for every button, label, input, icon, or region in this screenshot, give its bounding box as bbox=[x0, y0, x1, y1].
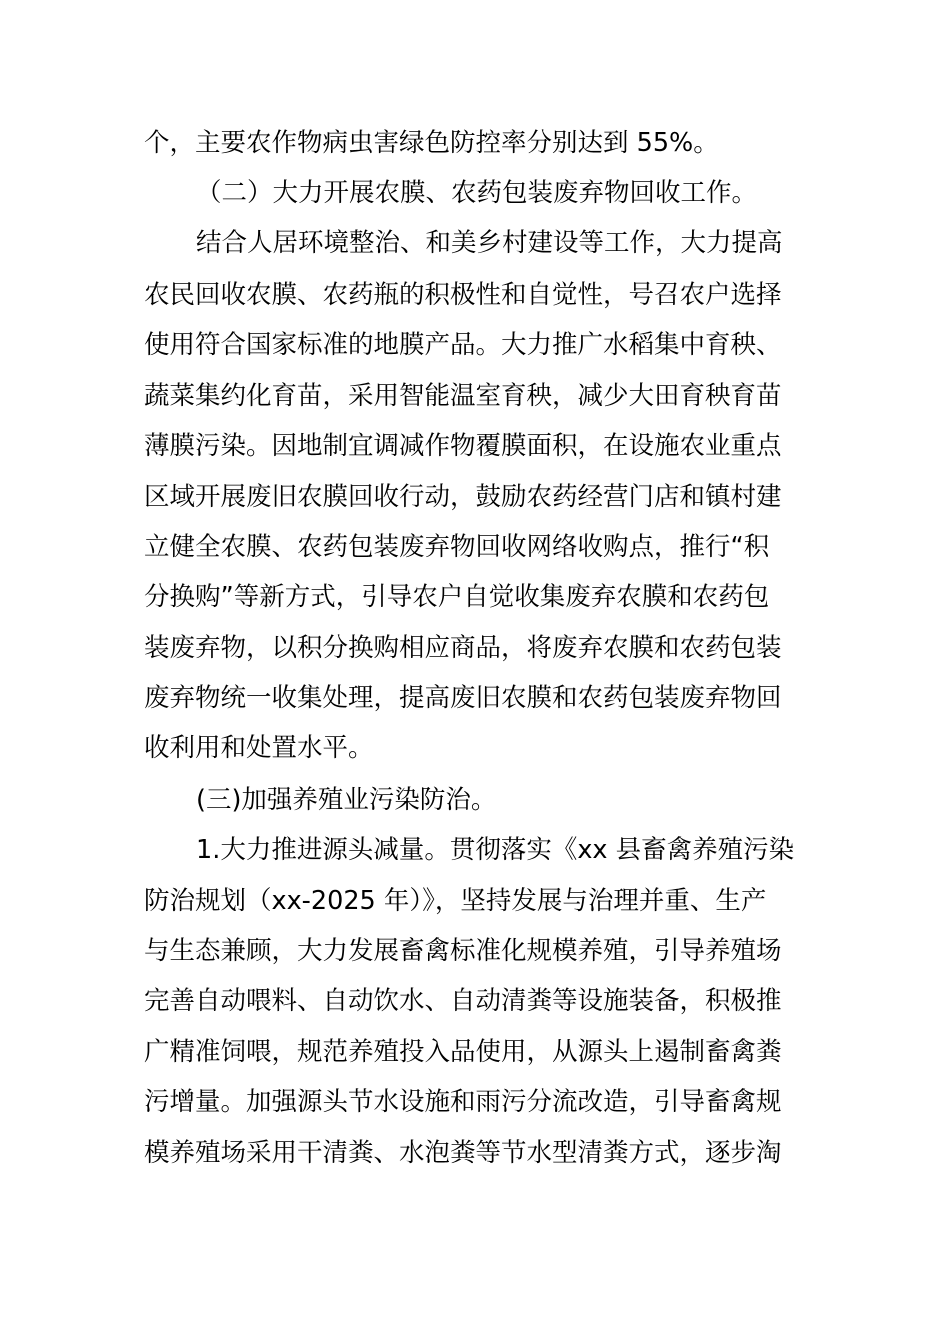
paragraph-first-line: 1.大力推进源头减量。贯彻落实《xx 县畜禽养殖污染 bbox=[196, 835, 795, 865]
section-heading: （二）大力开展农膜、农药包装废弃物回收工作。 bbox=[196, 178, 758, 208]
text-line: 广精准饲喂，规范养殖投入品使用，从源头上遏制畜禽粪 bbox=[144, 1037, 782, 1067]
text-line: 防治规划（xx-2025 年）》，坚持发展与治理并重、生产 bbox=[144, 886, 767, 916]
text-line: 模养殖场采用干清粪、水泡粪等节水型清粪方式，逐步淘 bbox=[144, 1138, 782, 1168]
text-line: 与生态兼顾，大力发展畜禽标准化规模养殖，引导养殖场 bbox=[144, 936, 782, 966]
text-line: 蔬菜集约化育苗，采用智能温室育秧，减少大田育秧育苗 bbox=[144, 381, 782, 411]
text-line: 个，主要农作物病虫害绿色防控率分别达到 55%。 bbox=[144, 128, 719, 158]
text-line: 立健全农膜、农药包装废弃物回收网络收购点，推行“积 bbox=[144, 532, 770, 562]
text-line: 装废弃物，以积分换购相应商品，将废弃农膜和农药包装 bbox=[144, 633, 782, 663]
paragraph-first-line: 结合人居环境整治、和美乡村建设等工作，大力提高 bbox=[196, 228, 783, 258]
text-line: 完善自动喂料、自动饮水、自动清粪等设施装备，积极推 bbox=[144, 986, 782, 1016]
text-line: 农民回收农膜、农药瓶的积极性和自觉性，号召农户选择 bbox=[144, 280, 782, 310]
text-line: 污增量。加强源头节水设施和雨污分流改造，引导畜禽规 bbox=[144, 1087, 782, 1117]
text-line: 薄膜污染。因地制宜调减作物覆膜面积，在设施农业重点 bbox=[144, 431, 782, 461]
text-line: 废弃物统一收集处理，提高废旧农膜和农药包装废弃物回 bbox=[144, 683, 782, 713]
text-line: 分换购”等新方式，引导农户自觉收集废弃农膜和农药包 bbox=[144, 582, 770, 612]
section-heading: (三)加强养殖业污染防治。 bbox=[196, 785, 497, 815]
text-line: 使用符合国家标准的地膜产品。大力推广水稻集中育秧、 bbox=[144, 330, 782, 360]
text-line: 收利用和处置水平。 bbox=[144, 733, 374, 763]
text-line: 区域开展废旧农膜回收行动，鼓励农药经营门店和镇村建 bbox=[144, 482, 782, 512]
